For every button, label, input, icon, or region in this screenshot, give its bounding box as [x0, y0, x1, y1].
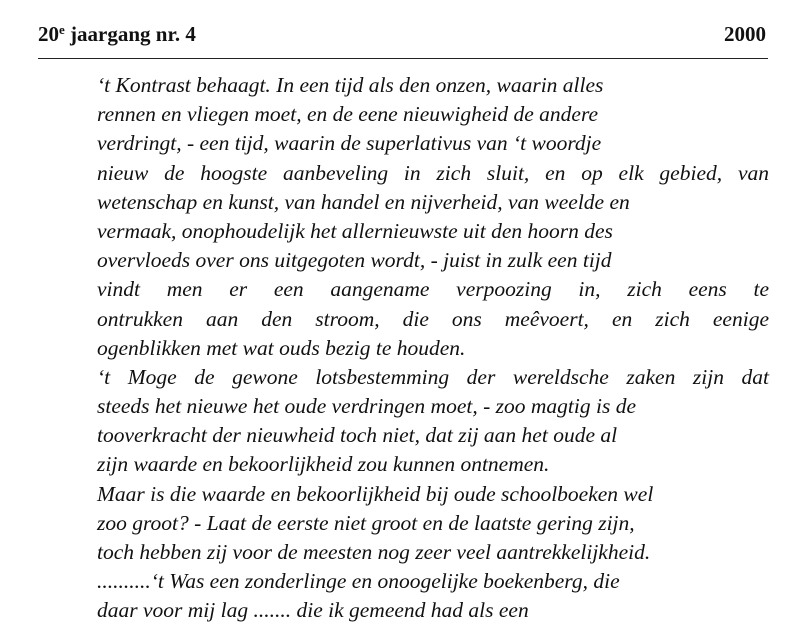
text-line: zijn waarde en bekoorlijkheid zou kunnen ontnemen.	[97, 452, 550, 477]
text-line: ‘t Kontrast behaagt. In een tijd als den onzen, waarin alles	[97, 73, 604, 97]
text-line: Maar is die waarde en bekoorlijkheid bij oude schoolboeken wel	[97, 481, 654, 506]
text-line: verdringt, - een tijd, waarin de superlativus van ‘t woordje	[97, 131, 602, 156]
text-line: ‘t Moge de gewone lotsbestemming der wereldsche zaken zijn dat	[97, 364, 769, 389]
issue-label	[38, 22, 196, 47]
issue-ordinal-suffix: e	[59, 22, 65, 37]
text-line: tooverkracht der nieuwheid toch niet, dat zij aan het oude al	[97, 423, 618, 448]
header-divider	[38, 58, 768, 59]
text-line: vermaak, onophoudelijk het allernieuwste uit den hoorn des	[97, 218, 613, 243]
article-body	[97, 71, 769, 626]
text-line: zoo groot? - Laat de eerste niet groot en de laatste gering zijn,	[97, 510, 635, 535]
text-line: ontrukken aan den stroom, die ons meêvoert, en zich eenige	[97, 306, 769, 331]
text-line: steeds het nieuwe het oude verdringen moet, - zoo magtig is de	[97, 394, 636, 419]
text-line: overvloeds over ons uitgegoten wordt, - juist in zulk een tijd	[97, 248, 612, 273]
text-line: toch hebben zij voor de meesten nog zeer veel aantrekkelijkheid.	[97, 540, 651, 564]
text-line: wetenschap en kunst, van handel en nijverheid, van weelde en	[97, 189, 630, 214]
text-line: ..........‘t Was een zonderlinge en onoogelijke boekenberg, die	[97, 569, 620, 594]
text-line: daar voor mij lag ....... die ik gemeend had als een	[97, 598, 529, 623]
issue-number: 20	[38, 22, 59, 46]
text-line: ogenblikken met wat ouds bezig te houden.	[97, 335, 466, 360]
text-line: rennen en vliegen moet, en de eene nieuwigheid de andere	[97, 102, 599, 127]
text-line: vindt men er een aangename verpoozing in, zich eens te	[97, 277, 769, 302]
issue-text: jaargang nr. 4	[64, 22, 196, 46]
page-header	[38, 22, 766, 50]
issue-year: 2000	[724, 22, 766, 46]
text-line: nieuw de hoogste aanbeveling in zich sluit, en op elk gebied, van	[97, 160, 769, 185]
